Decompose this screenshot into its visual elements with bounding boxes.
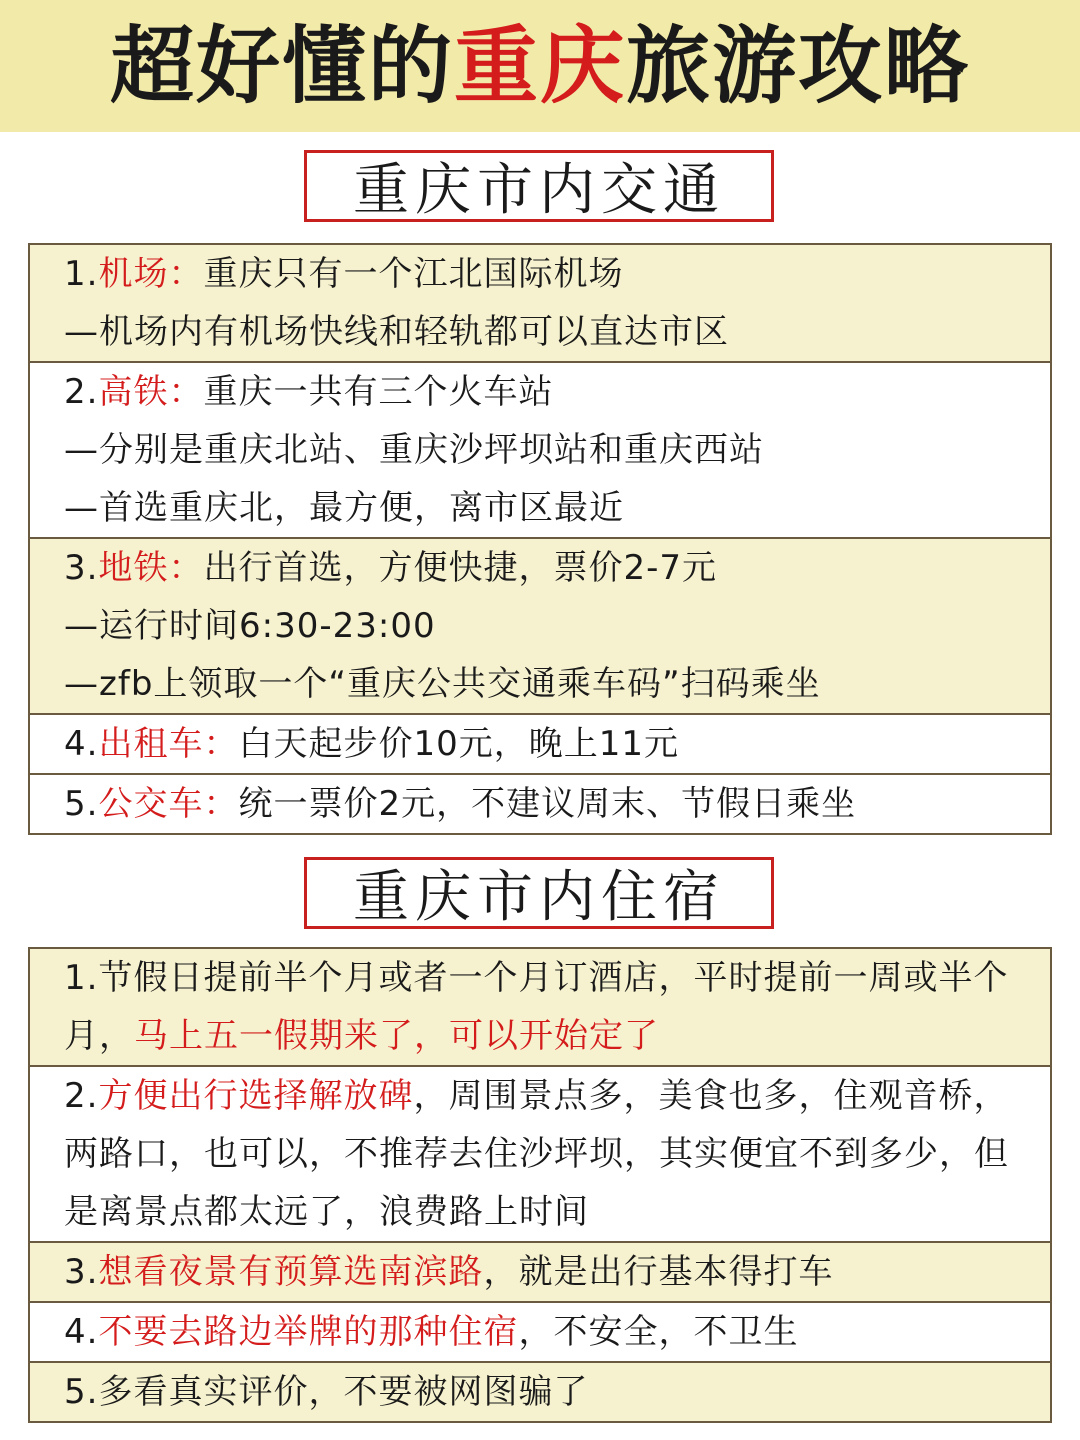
accommodation-item-1: [30, 949, 1050, 1065]
section-heading-transport: 重庆市内交通: [304, 150, 774, 222]
accommodation-item-2: [30, 1065, 1050, 1241]
transport-item-taxi: [30, 713, 1050, 773]
item-number: 1.: [64, 254, 99, 294]
item-number: 5.: [64, 784, 99, 824]
item-highlight: 方便出行选择解放碑: [98, 1076, 414, 1116]
item-number: 5.: [64, 1372, 99, 1412]
item-number: 3.: [64, 1252, 99, 1292]
item-highlight: 马上五一假期来了，可以开始定了: [134, 1016, 659, 1056]
item-number: 4.: [64, 1312, 99, 1352]
item-text: 多看真实评价，不要被网图骗了: [98, 1372, 589, 1412]
item-subline: —机场内有机场快线和轻轨都可以直达市区: [64, 312, 729, 352]
item-highlight: 不要去路边举牌的那种住宿: [98, 1312, 519, 1352]
item-number: 2.: [64, 1076, 99, 1116]
item-key: 高铁：: [98, 372, 204, 412]
section-heading-accommodation: 重庆市内住宿: [304, 857, 774, 929]
item-subline: —首选重庆北，最方便，离市区最近: [64, 488, 624, 528]
title-banner: [0, 0, 1080, 132]
title-accent: 重庆: [453, 17, 626, 115]
item-subline: —分别是重庆北站、重庆沙坪坝站和重庆西站: [64, 430, 764, 470]
item-number: 2.: [64, 372, 99, 412]
accommodation-table: [28, 947, 1052, 1423]
accommodation-item-4: [30, 1301, 1050, 1361]
item-highlight: 想看夜景有预算选南滨路: [98, 1252, 484, 1292]
title-part-2: 旅游攻略: [626, 17, 971, 115]
item-text: 出行首选，方便快捷，票价2-7元: [203, 548, 717, 588]
transport-item-bus: [30, 773, 1050, 833]
transport-item-subway: [30, 537, 1050, 713]
title-part-1: 超好懂的: [109, 17, 454, 115]
item-number: 3.: [64, 548, 99, 588]
transport-item-highspeed-rail: [30, 361, 1050, 537]
item-text: 节假日提前半个月或者一个月订酒店，平时提前一周或半个月，: [64, 958, 1009, 1056]
item-text: 重庆一共有三个火车站: [203, 372, 554, 412]
item-key: 出租车：: [98, 724, 239, 764]
item-number: 4.: [64, 724, 99, 764]
item-text-after: ，不安全，不卫生: [518, 1312, 799, 1352]
item-subline: —zfb上领取一个“重庆公共交通乘车码”扫码乘坐: [64, 664, 821, 704]
item-key: 机场：: [98, 254, 204, 294]
item-key: 地铁：: [98, 548, 204, 588]
transport-item-airport: [30, 245, 1050, 361]
page-title: [109, 17, 971, 115]
accommodation-item-5: [30, 1361, 1050, 1421]
item-key: 公交车：: [98, 784, 239, 824]
item-subline: —运行时间6:30-23:00: [64, 606, 436, 646]
transport-table: [28, 243, 1052, 835]
item-number: 1.: [64, 958, 99, 998]
item-text-after: ，就是出行基本得打车: [483, 1252, 834, 1292]
item-text: 统一票价2元，不建议周末、节假日乘坐: [238, 784, 857, 824]
item-text: 白天起步价10元，晚上11元: [238, 724, 679, 764]
accommodation-item-3: [30, 1241, 1050, 1301]
item-text-after: ，周围景点多，美食也多，住观音桥，两路口，也可以，不推荐去住沙坪坝，其实便宜不到多少，但是离景点都太远了，浪费路上时间: [64, 1076, 1009, 1232]
item-text: 重庆只有一个江北国际机场: [203, 254, 624, 294]
